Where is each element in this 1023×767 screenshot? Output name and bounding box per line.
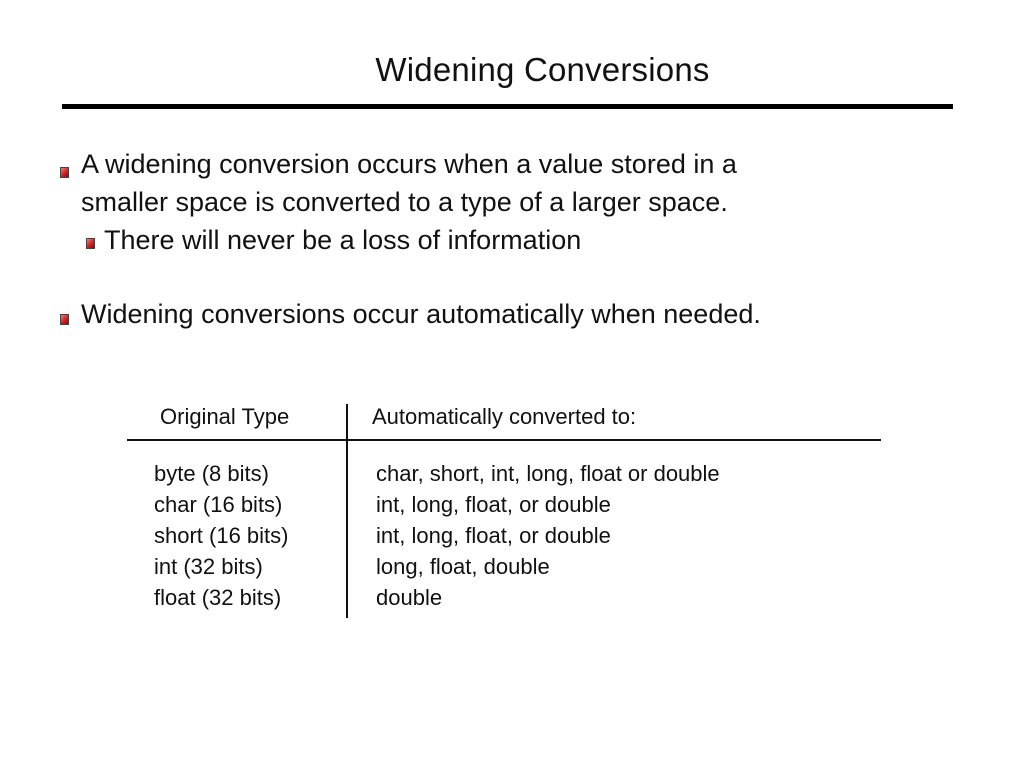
bullet-marker-icon — [60, 167, 69, 178]
bullet-text-continued: smaller space is converted to a type of a larger space. — [81, 187, 728, 217]
sub-bullet-marker-icon — [86, 238, 95, 249]
table-header-divider — [127, 439, 881, 441]
table-cell-converted: long, float, double — [376, 554, 550, 579]
table-cell-original: float (32 bits) — [154, 585, 282, 610]
table-column-divider — [346, 404, 348, 618]
table-header-converted: Automatically converted to: — [372, 404, 637, 429]
table-cell-original: int (32 bits) — [154, 554, 263, 579]
bullet-text: A widening conversion occurs when a value stored in a — [81, 149, 737, 179]
bullet-text: Widening conversions occur automatically when needed. — [81, 299, 761, 329]
table-cell-original: char (16 bits) — [154, 492, 283, 517]
slide-title: Widening Conversions — [375, 51, 710, 88]
table-cell-converted: double — [376, 585, 443, 610]
table-header-original: Original Type — [160, 404, 290, 429]
table-cell-original: byte (8 bits) — [154, 461, 269, 486]
title-underline — [62, 104, 953, 109]
table-cell-converted: int, long, float, or double — [376, 523, 611, 548]
sub-bullet-text: There will never be a loss of information — [104, 225, 582, 255]
table-cell-converted: int, long, float, or double — [376, 492, 611, 517]
table-cell-original: short (16 bits) — [154, 523, 289, 548]
bullet-marker-icon — [60, 314, 69, 325]
table-cell-converted: char, short, int, long, float or double — [376, 461, 720, 486]
